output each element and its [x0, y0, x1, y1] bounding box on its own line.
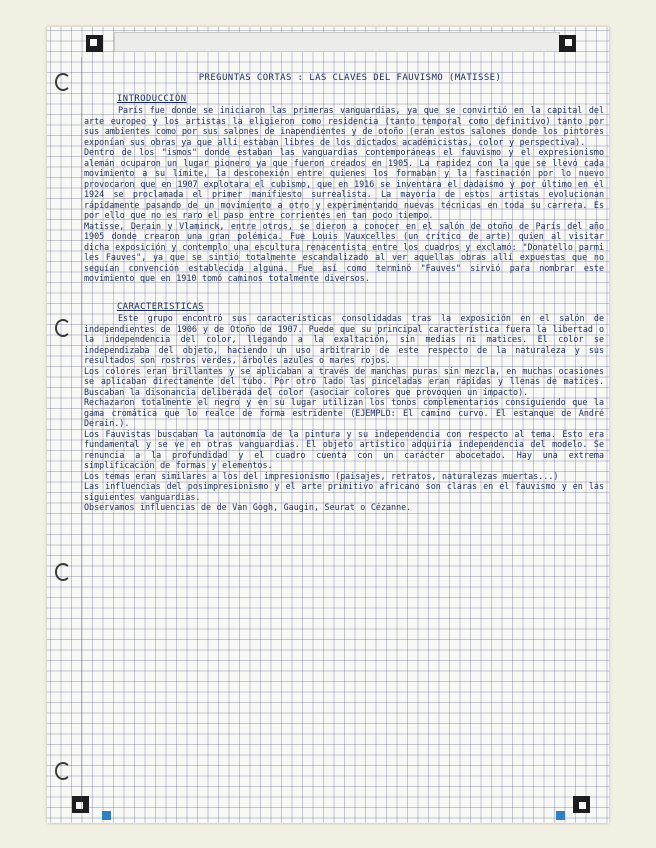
paragraph: Matisse, Derain y Vlaminck, entre otros, se dieron a conocer en el salón de otoño de París del año 1905 donde crearon una gran polémica. Fue Louis Vauxcelles (un crítico de arte) quien al visitar dicha exposición y contemplo una escultura renacentista entre los cuadros y exclamó: "Donatello parmi les Fauves", ya que se sintió totalmente escandalizado al ver aquellas obras allí expuestas que no seguían convención establecida alguna. Fue así como terminó "Fauves" sirvió para nombrar este movimiento que en 1910 tomó caminos totalmente diversos.	[84, 220, 604, 283]
paragraph: Los Fauvistas buscaban la autonomía de la pintura y su independencia con respecto al tema. Esto era fundamental y se ve en otras vanguardias. El objeto artístico adquiría independencia del modelo. Se renuncia a la profundidad y el cuadro cuenta con un carácter abocetado. Hay una extrema simplificación de formas y elementos.	[84, 428, 604, 470]
paragraph: Rechazaron totalmente el negro y en su lugar utilizan los tonos complementarios consiguiendo que la gama cromática que lo realce de forma estridente (EJEMPLO: El camino curvo. El estanque de André Derain.).	[84, 397, 604, 428]
ring-hole-icon	[55, 563, 71, 581]
paragraph: Los temas eran similares a los del impresionismo (paisajes, retratos, naturalezas muertas...)	[84, 470, 559, 481]
blue-marker-icon	[102, 811, 111, 820]
paragraph: Los colores eran brillantes y se aplicaban a través de manchas puras sin mezcla, en muchas ocasiones se aplicaban directamente del tubo. Por otro lado las pinceladas eran rápidas y llenas de matices. Buscaban la disonancia deliberada del color (asociar colores que provoquen un impacto).	[84, 365, 604, 397]
ring-hole-icon	[55, 762, 71, 780]
paragraph: Observamos influencias de de Van Gogh, Gaugin, Seurat o Cézanne.	[84, 502, 412, 512]
margin-line	[81, 57, 82, 812]
blue-marker-icon	[556, 811, 565, 820]
ring-hole-icon	[55, 73, 71, 91]
corner-marker-top-right-icon	[559, 35, 576, 52]
paragraph: Dentro de los "ismos" donde estaban las vanguardias contemporáneas el fauvismo y el expresionismo alemán ocuparon un lugar pionero ya que fueron creados en 1905. La rapidez con la que se llevó cada movimiento a su límite, la desconexión entre quienes los formaban y la fascinación por lo nuevo provocaron que en 1907 explotara el cubismo, que en 1916 se inventara el dadaísmo y por último en el 1924 se proclamada el primer manifiesto surrealista. La mayoría de estos artistas evolucionan rápidamente pasando de un movimiento a otro y experimentando nuevas técnicas en toda su carrera. Es por ello que no es raro el paso entre corrientes en tan poco tiempo.	[84, 147, 604, 220]
ring-hole-icon	[55, 319, 71, 337]
page-header-bar	[114, 32, 560, 52]
paragraph: Las influencias del posimpresionismo y el arte primitivo africano son claras en el fauvismo y en las siguientes vanguardias.	[84, 481, 604, 502]
page-title: PREGUNTAS CORTAS : LAS CLAVES DEL FAUVISMO (MATISSE)	[198, 73, 502, 83]
handwritten-notes	[84, 73, 604, 513]
paragraph: Este grupo encontró sus características consolidadas tras la exposición en el salón de independientes de 1906 y de Otoño de 1907. Puede que su principal característica fuera la libertad o la independencia del color, llegando a la exaltación, sin medias ni matices. El color se independizaba del objeto, haciendo un uso arbitrario de este respecto de la naturaleza y sus resultados son rostros verdes, árboles azules o mares rojos.	[84, 313, 604, 365]
corner-marker-top-left-icon	[86, 35, 103, 52]
paragraph: París fue donde se iniciaron las primeras vanguardias, ya que se convirtió en la capital del arte europeo y los artistas la eligieron como residencia (tanto temporal como definitivo) tanto por sus ambientes como por sus salones de inapendientes y de otoño (eran estos salones donde los pintores exponían sus obras ya que allí estaban libres de los dictados académicistas, color y perspectiva).	[84, 105, 604, 147]
notebook-page	[47, 27, 609, 823]
section-heading-caracteristicas: CARACTERISTICAS	[117, 301, 204, 312]
corner-marker-bottom-right-icon	[573, 796, 590, 813]
section-heading-introduccion: INTRODUCCIÓN	[117, 93, 187, 104]
